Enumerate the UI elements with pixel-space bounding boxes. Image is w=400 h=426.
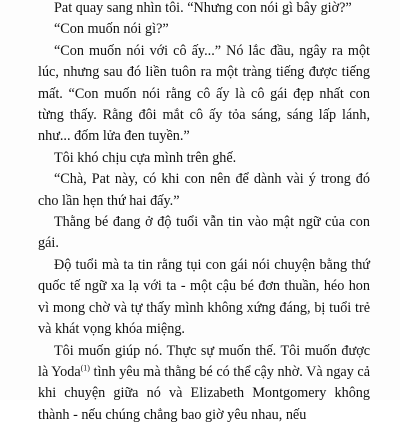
paragraph-3: “Con muốn nói với cô ấy...” Nó lắc đầu, ngây ra một lúc, nhưng sau đó liền tuôn ra một tràng tiếng được tiếng mất. “Con muốn nói rằng cô ấy là cô gái đẹp nhất con từng thấy. Rằng đôi mắt cô ấy tỏa sáng, sáng lấp lánh, như... đốm lửa đen tuyền.” [38,41,370,148]
paragraph-8-text-start: Tôi muốn giúp nó. Thực sự muốn thế. Tôi muốn được là Yoda [38,343,370,380]
body-text [38,0,370,426]
paragraph-1: Pat quay sang nhìn tôi. “Nhưng con nói gì bây giờ?” [38,0,370,19]
paragraph-2: “Con muốn nói gì?” [38,19,370,40]
paragraph-8 [38,341,370,426]
paragraph-5: “Chà, Pat này, có khi con nên để dành vài ý trong đó cho lần hẹn thứ hai đấy.” [38,169,370,212]
footnote-marker: (1) [81,363,90,372]
paragraph-7: Độ tuổi mà ta tin rằng tụi con gái nói chuyện bằng thứ quốc tế ngữ xa lạ với ta - một cậu bé đơn thuần, héo hon vì mong chờ và tự thấy mình không xứng đáng, bị tuổi trẻ và khát vọng khóa miệng. [38,255,370,341]
paragraph-4: Tôi khó chịu cựa mình trên ghế. [38,148,370,169]
paragraph-6: Thằng bé đang ở độ tuổi vẫn tin vào mật ngữ của con gái. [38,212,370,255]
paragraph-8-text-end: tình yêu mà thằng bé có thể cậy nhờ. Và ngay cả khi chuyện giữa nó và Elizabeth Montgomery không thành - nếu chúng chẳng bao giờ yêu nhau, nếu [38,364,370,423]
